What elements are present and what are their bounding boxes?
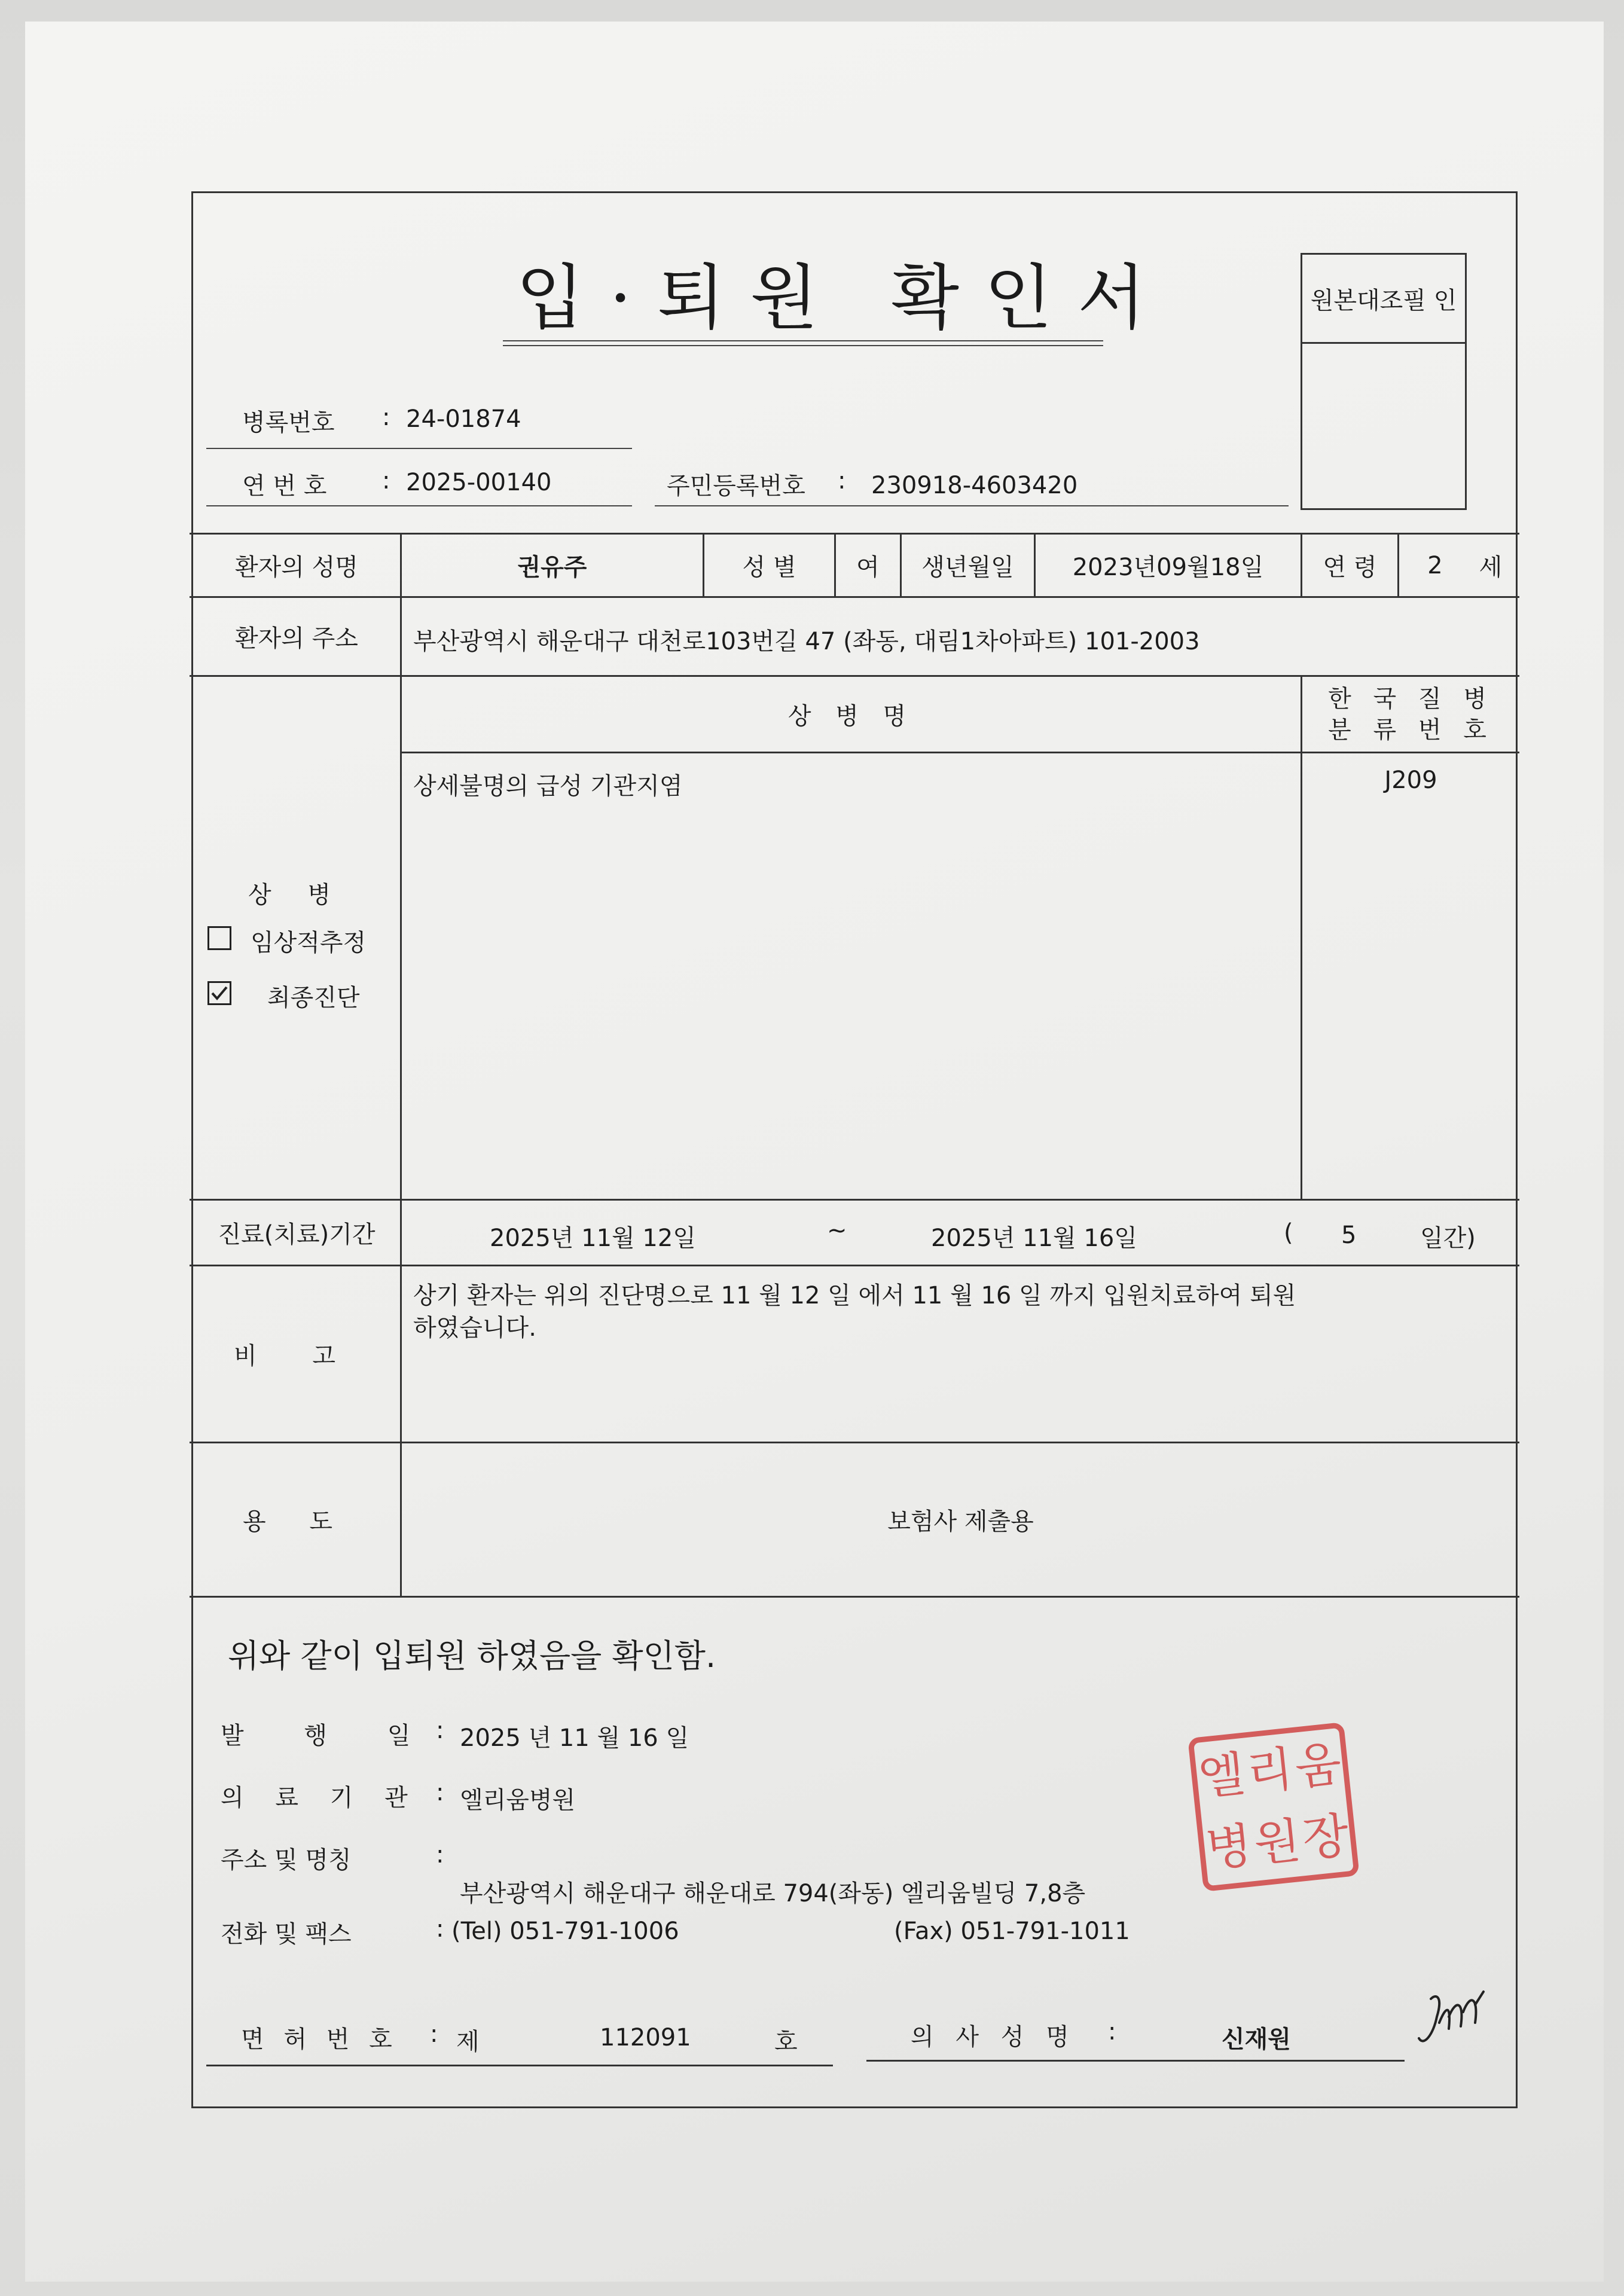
patient-address-value: 부산광역시 해운대구 대천로103번길 47 (좌동, 대림1차아파트) 101-2003 <box>413 628 1200 655</box>
seal-char: 원 <box>1251 1812 1304 1873</box>
title-underline-2 <box>503 345 1103 346</box>
disease-code-header-1: 한 국 질 병 <box>1328 685 1494 713</box>
colon: : <box>430 2020 438 2048</box>
title-underline <box>503 340 1103 341</box>
sex-label: 성 별 <box>742 554 796 581</box>
hospital-seal <box>1188 1722 1360 1892</box>
colon: : <box>382 467 390 494</box>
age-label: 연 령 <box>1323 554 1377 581</box>
colon: : <box>382 404 390 431</box>
license-label: 면 허 번 호 <box>241 2026 398 2053</box>
treatment-period-label: 진료(치료)기간 <box>218 1221 376 1248</box>
serial-no-underline <box>206 505 632 506</box>
phone-fax-label: 전화 및 팩스 <box>221 1921 352 1948</box>
rule <box>1301 675 1302 1199</box>
divider <box>1302 342 1465 344</box>
record-no-underline <box>206 448 632 449</box>
record-no-value: 24-01874 <box>406 405 521 433</box>
seal-char: 엘 <box>1195 1746 1248 1806</box>
paper-sheet <box>25 22 1604 2282</box>
original-verify-box <box>1301 253 1467 510</box>
serial-no-value: 2025-00140 <box>406 469 552 496</box>
check-icon <box>209 983 230 1003</box>
resident-no-label: 주민등록번호 <box>667 472 805 500</box>
diagnosis-section-label: 상 병 <box>248 881 345 909</box>
clinical-estimate-checkbox[interactable] <box>207 926 231 950</box>
patient-address-label: 환자의 주소 <box>235 625 358 652</box>
license-underline <box>206 2065 833 2066</box>
colon: : <box>436 1779 444 1806</box>
disease-code: J209 <box>1384 767 1437 794</box>
seal-char: 병 <box>1203 1817 1255 1877</box>
rule <box>400 752 1519 753</box>
doctor-label: 의 사 성 명 <box>911 2023 1076 2051</box>
institution-value: 엘리움병원 <box>460 1787 576 1814</box>
usage-value: 보험사 제출용 <box>887 1508 1034 1535</box>
record-no-label: 병록번호 <box>242 409 335 436</box>
institution-label: 의 료 기 관 <box>221 1784 420 1812</box>
patient-name-value: 권유주 <box>517 554 587 581</box>
age-unit: 세 <box>1479 554 1503 581</box>
license-suffix: 호 <box>774 2028 798 2056</box>
issue-date-value: 2025 년 11 월 16 일 <box>460 1724 689 1752</box>
institution-address-value: 부산광역시 해운대구 해운대로 794(좌동) 엘리움빌딩 7,8층 <box>460 1880 1086 1907</box>
sex-value: 여 <box>856 554 880 581</box>
final-diagnosis-checkbox[interactable] <box>207 981 231 1005</box>
remarks-line2: 하였습니다. <box>413 1314 536 1342</box>
period-days: 5 <box>1341 1222 1357 1249</box>
colon: : <box>1108 2018 1116 2045</box>
age-value: 2 <box>1427 551 1443 579</box>
colon: : <box>436 1915 444 1943</box>
license-no: 112091 <box>600 2024 691 2051</box>
patient-name-label: 환자의 성명 <box>235 554 358 581</box>
usage-label: 용 도 <box>243 1508 350 1535</box>
colon: : <box>436 1841 444 1868</box>
issue-date-label: 발 행 일 <box>221 1722 437 1750</box>
disease-code-header-2: 분 류 번 호 <box>1328 716 1494 744</box>
diagnosis-name-header: 상 병 명 <box>787 703 915 730</box>
period-end: 2025년 11월 16일 <box>931 1225 1137 1252</box>
seal-char: 움 <box>1292 1736 1344 1796</box>
page-title: 입·퇴원 확인서 <box>516 257 1171 339</box>
birth-value: 2023년09월18일 <box>1072 554 1264 581</box>
doctor-signature <box>1413 1981 1491 2053</box>
remarks-line1: 상기 환자는 위의 진단명으로 11 월 12 일 에서 11 월 16 일 까지 입원치료하여 퇴원 <box>413 1282 1296 1309</box>
clinical-estimate-label: 임상적추정 <box>251 929 367 957</box>
seal-char: 장 <box>1299 1807 1352 1867</box>
tel-value: (Tel) 051-791-1006 <box>451 1918 679 1945</box>
serial-no-label: 연 번 호 <box>242 472 327 500</box>
rule <box>190 1596 1519 1598</box>
period-open-paren: ( <box>1284 1219 1293 1247</box>
colon: : <box>838 467 846 494</box>
seal-char: 리 <box>1244 1741 1296 1802</box>
period-start: 2025년 11월 12일 <box>490 1225 696 1252</box>
original-verify-label: 원본대조필 인 <box>1310 286 1457 315</box>
confirmation-statement: 위와 같이 입퇴원 하였음을 확인함. <box>228 1637 716 1675</box>
resident-no-underline <box>655 505 1289 506</box>
doctor-underline <box>866 2060 1405 2062</box>
doctor-name: 신재원 <box>1222 2026 1291 2053</box>
fax-value: (Fax) 051-791-1011 <box>894 1918 1130 1945</box>
license-prefix: 제 <box>456 2028 480 2056</box>
diagnosis-name: 상세불명의 급성 기관지염 <box>413 773 683 800</box>
colon: : <box>436 1717 444 1744</box>
admission-discharge-form <box>191 191 1518 2108</box>
resident-no-value: 230918-4603420 <box>871 472 1078 499</box>
final-diagnosis-label: 최종진단 <box>267 984 360 1012</box>
birth-label: 생년월일 <box>921 554 1014 581</box>
period-tilde: ~ <box>827 1217 847 1244</box>
institution-address-label: 주소 및 명칭 <box>221 1846 352 1874</box>
remarks-label: 비 고 <box>234 1342 359 1370</box>
period-days-unit: 일간) <box>1420 1225 1476 1252</box>
